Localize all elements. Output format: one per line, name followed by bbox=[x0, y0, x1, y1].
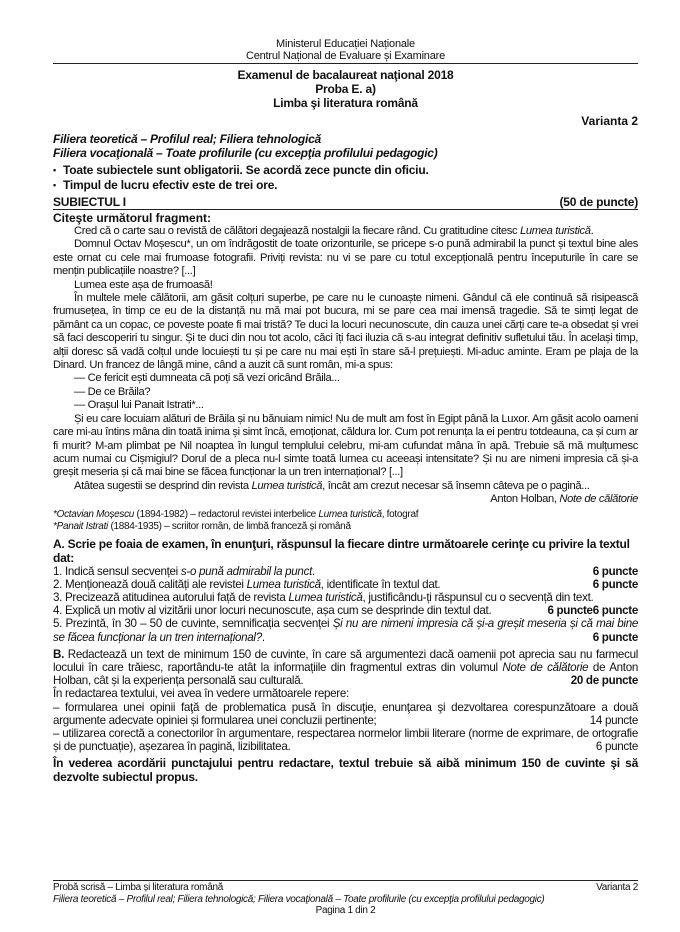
question-item bbox=[53, 604, 593, 617]
quoted-sequence: Lumea turistică bbox=[246, 577, 321, 591]
criterion-points: 14 puncte bbox=[589, 713, 638, 727]
footer-filiera: Filiera teoretică – Profilul real; Filiera tehnologică; Filiera vocaţională – Toate profilurile (cu excepţia profilului pedagogic) bbox=[53, 893, 545, 905]
question-text: 4. Explică un motiv al vizitării unor locuri necunoscute, așa cum se desprinde din textul dat. bbox=[53, 604, 492, 618]
fragment-paragraph: Și eu care locuiam alături de Brăila și nu bănuiam nimic! Nu de mult am fost în Egipt până la Luxor. Am găsit acolo oameni care mi-au întins mâna din toată inima și simt încă, emoționat, căldura lor. Cum pot renunța la ei pentru totdeauna, ca și cum ar fi murit? M-am plimbat pe Nil noaptea în lungul templului celebru, mi-am cufundat mâna în apă. Trebuie să mă mulțumesc acum numai cu Cișmigiul? Dorul de a pleca nu-l simte toată lumea cu aceeași intensitate? Și nu are nimeni impresia că și-a greșit meseria și că mai bine se făcea funcționar la un tren internațional? [...] bbox=[53, 412, 638, 479]
source-author: Anton Holban, bbox=[490, 493, 560, 506]
footnote-name: *Panait Istrati bbox=[53, 520, 108, 532]
text-run: 2. Menționează două calități ale revistei bbox=[53, 577, 247, 591]
fragment-source bbox=[53, 493, 638, 506]
footnote-name: *Octavian Moșescu bbox=[53, 508, 135, 520]
criterion-item bbox=[53, 701, 638, 727]
magazine-title: Lumea turistică bbox=[519, 225, 591, 237]
dialogue-line: — De ce Brăila? bbox=[74, 385, 151, 398]
section-b bbox=[53, 648, 638, 754]
exam-page bbox=[53, 0, 638, 916]
criterion-points: 6 puncte bbox=[595, 740, 638, 754]
criterion-text: – formularea unei opinii faţă de problematica pusă în discuţie, enunţarea şi dezvoltarea corespunzătoare a două argumente adecvate opiniei și formularea unei concluzii pertinente; bbox=[53, 700, 638, 727]
exam-proba: Proba E. a) bbox=[315, 82, 376, 96]
subject-points: (50 de puncte) bbox=[559, 195, 638, 209]
question-points: 6 puncte bbox=[592, 630, 638, 644]
footnote-text: (1884-1935) – scriitor român, de limbă franceză și română bbox=[107, 520, 351, 532]
section-b-points: 20 de puncte bbox=[570, 674, 638, 688]
question-item bbox=[53, 565, 638, 578]
question-text bbox=[53, 578, 440, 591]
fragment-paragraph: Domnul Octav Moșescu*, un om îndrăgostit de toate orizonturile, se pricepe s-o pună admirabil la punct și textul bine ales este ornat cu cele mai frumoase fotografii. Priviți revista: nu vi se pare cu totul excepțională pentru începuturile în care se mențin publicațiile noastre? [...] bbox=[53, 238, 638, 278]
footnote bbox=[53, 509, 638, 521]
question-points: 6 puncte bbox=[592, 604, 638, 618]
subject-heading bbox=[53, 195, 638, 210]
text-run: 3. Precizează atitudinea autorului față de revista bbox=[53, 590, 289, 604]
text-run: . bbox=[590, 225, 594, 237]
repere-intro: În redactarea textului, vei avea în vedere următoarele repere: bbox=[53, 687, 349, 701]
exam-subject: Limba şi literatura română bbox=[273, 96, 418, 110]
center-name: Centrul Național de Evaluare și Examinare bbox=[245, 50, 446, 62]
question-text bbox=[53, 565, 315, 578]
footer-exam-label: Probă scrisă – Limba și literatura română bbox=[53, 882, 224, 893]
question-points: 6 puncte bbox=[547, 604, 593, 618]
exam-title: Examenul de bacalaureat naţional 2018 bbox=[237, 68, 454, 82]
text-run: . bbox=[261, 630, 265, 644]
quoted-sequence: Lumea turistică bbox=[288, 590, 363, 604]
magazine-title: Lumea turistică bbox=[251, 479, 323, 492]
institution-header bbox=[53, 0, 638, 62]
dialogue-line: — Orașul lui Panait Istrati*... bbox=[74, 399, 204, 412]
read-instruction: Citeşte următorul fragment: bbox=[53, 211, 212, 225]
page-footer bbox=[53, 880, 638, 917]
instruction-item: • Toate subiectele sunt obligatorii. Se acordă zece puncte din oficiu. bbox=[53, 163, 638, 178]
section-a-questions bbox=[53, 565, 638, 644]
question-points: 6 puncte bbox=[592, 564, 638, 578]
fragment-paragraph bbox=[53, 225, 638, 238]
word-count-requirement: În vederea acordării punctajului pentru redactare, textul trebuie să aibă minimum 150 de cuvinte şi să dezvolte subiectul propus. bbox=[53, 756, 638, 785]
source-title: Note de călătorie bbox=[559, 493, 638, 506]
question-item bbox=[53, 617, 638, 643]
text-run: Redactează un text de minimum 150 de cuvinte, în care să argumentezi dacă oamenii pot aprecia sau nu farmecul locului în care trăiesc, raportându-te atât la informațiile din fragmentul extras din volumul bbox=[53, 647, 638, 674]
question-item bbox=[53, 578, 638, 591]
footnote-text: (1894-1982) – redactorul revistei interbelice bbox=[134, 508, 319, 520]
footnote bbox=[53, 521, 638, 533]
header-rule bbox=[53, 63, 638, 64]
question-points: 6 puncte bbox=[592, 577, 638, 591]
section-a-intro: A. Scrie pe foaia de examen, în enunţuri, răspunsul la fiecare dintre următoarele cerinţe cu privire la textul dat: bbox=[53, 536, 630, 565]
footer-top-row bbox=[53, 882, 638, 894]
footer-variant: Varianta 2 bbox=[596, 882, 638, 893]
section-b-prompt bbox=[53, 648, 638, 688]
filiera-block bbox=[53, 132, 638, 160]
literary-fragment bbox=[53, 225, 638, 507]
instruction-item: • Timpul de lucru efectiv este de trei ore. bbox=[53, 178, 638, 193]
text-run: . bbox=[312, 564, 315, 578]
page-number: Pagina 1 din 2 bbox=[315, 905, 376, 916]
text-run: Cred că o carte sau o revistă de călători degajează nostalgii la fiecare rând. Cu gratitudine citesc bbox=[74, 225, 520, 237]
ministry-name: Ministerul Educației Naționale bbox=[276, 38, 415, 50]
criterion-text: – utilizarea corectă a conectorilor în argumentare, respectarea normelor limbii literare (norme de exprimare, de ortografie și de punctuație), așezarea în pagină, lizibilitatea. bbox=[53, 726, 638, 754]
variant-label: Varianta 2 bbox=[581, 114, 638, 128]
text-run: , justificându-ți răspunsul cu o secvență din text. bbox=[362, 590, 594, 604]
filiera-line-1: Filiera teoretică – Profilul real; Filiera tehnologică bbox=[53, 132, 321, 146]
subject-label: SUBIECTUL I bbox=[53, 195, 126, 209]
dialogue-line: — Ce fericit ești dumneata că poți să vezi oricând Brăila... bbox=[74, 372, 340, 385]
fragment-paragraph bbox=[53, 480, 638, 493]
footnote-tail: , fotograf bbox=[381, 508, 419, 520]
quoted-sequence: Și nu are nimeni impresia că și-a greșit meseria și că mai bine se făcea funcționar la un tren internațional? bbox=[53, 617, 638, 644]
text-run: , încât am crezut necesar să însemn câteva pe o pagină... bbox=[322, 479, 590, 492]
fragment-paragraph: În multele mele călătorii, am găsit colțuri superbe, pe care nu le cunoaște nimeni. Gândul că ele continuă să risipească frumusețea, în timp ce eu de la distanță nu mă mai pot bucura, mi se pare cea mai imensă tragedie. Să te simți legat de pământ ca un copac, ce poveste poate fi mai tristă? Te duci la locuri necunoscute, din cauza unei cărți care te-a obsedat și vrei să faci descoperiri tu singur. Și te duci din nou tot acolo, căci îți faci iluzia că s-au integrat definitiv sufletului tău. În același timp, alții doresc să vadă colțul unde locuiești tu și pe care nu mai ești în stare să-l prețuiești. Mi-aduc aminte. Eram pe plaja de la Dinard. Un francez de lângă mine, când a auzit că sunt român, mi-a spus: bbox=[53, 292, 638, 372]
text-run: , identificate în textul dat. bbox=[320, 577, 441, 591]
text-run: 1. Indică sensul secvenței bbox=[53, 564, 181, 578]
text-run: Atâtea sugestii se desprind din revista bbox=[74, 479, 252, 492]
footnote-italic: Lumea turistică bbox=[318, 508, 382, 520]
text-run: de Anton Holban, cât și la experiența personală sau culturală. bbox=[53, 660, 638, 688]
criterion-item bbox=[53, 727, 638, 753]
instructions-list bbox=[53, 163, 638, 193]
footnotes bbox=[53, 509, 638, 533]
exam-title-block bbox=[53, 68, 638, 110]
section-b-label: B. bbox=[53, 647, 64, 661]
filiera-line-2: Filiera vocaţională – Toate profilurile (cu excepţia profilului pedagogic) bbox=[53, 146, 438, 160]
text-run: 5. Prezintă, în 30 – 50 de cuvinte, semnificația secvenței bbox=[53, 617, 333, 631]
book-title: Note de călătorie bbox=[502, 660, 589, 674]
fragment-paragraph: Lumea este așa de frumoasă! bbox=[74, 278, 213, 291]
quoted-sequence: s-o pună admirabil la punct bbox=[180, 564, 312, 578]
